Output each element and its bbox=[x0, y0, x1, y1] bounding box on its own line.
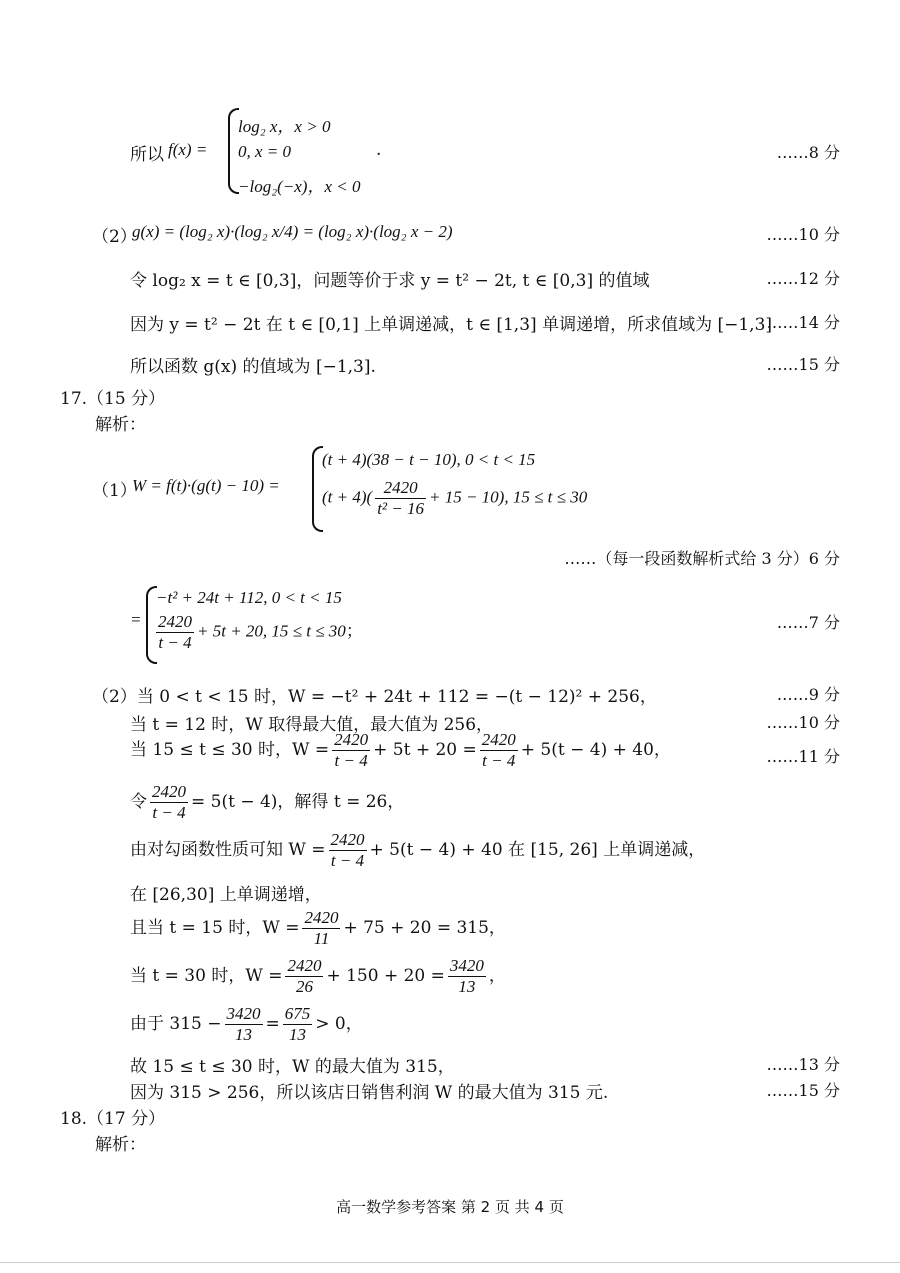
q16-line2-score: ……12 分 bbox=[766, 269, 840, 288]
q17-p2-l8-c: ， bbox=[488, 966, 506, 986]
q16-line3: 因为 y = t² − 2t 在 t ∈ [0,1] 上单调递减，t ∈ [1,3] 单调递增，所求值域为 [−1,3] bbox=[130, 315, 773, 335]
q17-p2-l10: 故 15 ≤ t ≤ 30 时，W 的最大值为 315， bbox=[130, 1057, 455, 1077]
q17-p2-l8 bbox=[130, 956, 506, 997]
header-period: . bbox=[376, 140, 382, 160]
q17-p2-l4-b: = 5(t − 4)，解得 t = 26， bbox=[191, 792, 405, 812]
q17-p2-l5 bbox=[130, 830, 705, 871]
q17-eq2-case2-b: + 5t + 20, 15 ≤ t ≤ 30 bbox=[197, 621, 346, 641]
page-footer: 高一数学参考答案 第 2 页 共 4 页 bbox=[336, 1198, 564, 1216]
q17-p2-l9 bbox=[130, 1004, 363, 1045]
q17-p2-l9-num2: 675 bbox=[284, 1004, 311, 1023]
q17-title: 17.（15 分） bbox=[60, 389, 166, 409]
q17-p2-l5-b: + 5(t − 4) + 40 在 [15, 26] 上单调递减， bbox=[369, 840, 706, 860]
q17-p2-l9-den1: 13 bbox=[235, 1025, 252, 1044]
q17-p2-l7-den: 11 bbox=[313, 929, 330, 948]
q17-p1-lhs: W = f(t)·(g(t) − 10) = bbox=[132, 476, 280, 495]
q18-title: 18.（17 分） bbox=[60, 1109, 166, 1129]
q17-p2-l3-a: 当 15 ≤ t ≤ 30 时，W = bbox=[130, 740, 330, 760]
q17-p2-l3-num1: 2420 bbox=[334, 730, 369, 749]
q17-p2-l2: 当 t = 12 时，W 取得最大值，最大值为 256， bbox=[130, 715, 494, 735]
q17-p2-l6: 在 [26,30] 上单调递增， bbox=[130, 885, 322, 905]
q17-p2-l7-num: 2420 bbox=[304, 908, 339, 927]
q17-p1-case2-b: + 15 − 10), 15 ≤ t ≤ 30 bbox=[428, 487, 588, 507]
q17-p1-label: （1） bbox=[92, 481, 137, 501]
q17-p2-l9-num1: 3420 bbox=[226, 1004, 261, 1023]
q17-p2-l1: （2）当 0 < t < 15 时，W = −t² + 24t + 112 = −(t − 12)² + 256， bbox=[92, 687, 657, 707]
q17-p2-l4-a: 令 bbox=[130, 792, 147, 812]
q17-eq2-case1: −t² + 24t + 112, 0 < t < 15 bbox=[156, 588, 342, 607]
q17-p2-l7-a: 且当 t = 15 时，W = bbox=[130, 918, 300, 938]
q17-p2-l3 bbox=[130, 730, 671, 771]
q17-p2-l7 bbox=[130, 908, 506, 949]
q17-p1-case2-num: 2420 bbox=[375, 478, 426, 499]
q17-p1-case2 bbox=[322, 478, 587, 519]
q17-p2-l11-score: ……15 分 bbox=[766, 1081, 840, 1100]
q17-p2-l3-b: + 5t + 20 = bbox=[373, 740, 477, 760]
q17-p2-l8-a: 当 t = 30 时，W = bbox=[130, 966, 283, 986]
q17-p2-l9-b: = bbox=[265, 1014, 280, 1034]
q17-p2-l9-den2: 13 bbox=[289, 1025, 306, 1044]
q18-jiexi: 解析： bbox=[95, 1135, 146, 1155]
header-score: ……8 分 bbox=[776, 143, 840, 162]
q17-p2-l8-num1: 2420 bbox=[287, 956, 322, 975]
q17-p2-l4-num: 2420 bbox=[152, 782, 186, 801]
q16-p2-expr: g(x) = (log₂ x)·(log₂ x/4) = (log₂ x)·(log₂ x − 2) bbox=[132, 222, 453, 241]
header-case-2: 0, x = 0 bbox=[238, 142, 292, 161]
q17-eq2-score: ……7 分 bbox=[776, 613, 840, 632]
q17-p2-l8-den2: 13 bbox=[458, 977, 476, 996]
q17-p2-l8-b: + 150 + 20 = bbox=[326, 966, 445, 986]
q17-p2-l9-a: 由于 315 − bbox=[130, 1014, 222, 1034]
q17-p2-l8-den1: 26 bbox=[295, 977, 313, 996]
q17-note: ……（每一段函数解析式给 3 分）6 分 bbox=[564, 549, 840, 568]
q17-p1-case2-den: t² − 16 bbox=[377, 499, 424, 518]
q17-p2-l3-c: + 5(t − 4) + 40， bbox=[520, 740, 671, 760]
q16-line4-score: ……15 分 bbox=[766, 355, 840, 374]
q17-p2-l3-num2: 2420 bbox=[481, 730, 516, 749]
q17-p2-l3-den2: t − 4 bbox=[482, 751, 516, 770]
q17-jiexi: 解析： bbox=[95, 415, 146, 435]
header-case-1: log₂ x，x > 0 bbox=[238, 117, 331, 136]
q17-eq2-equals: = bbox=[130, 610, 142, 629]
q16-line4: 所以函数 g(x) 的值域为 [−1,3]. bbox=[130, 357, 376, 377]
q17-p2-l10-score: ……13 分 bbox=[766, 1055, 840, 1074]
q17-eq2-den: t − 4 bbox=[158, 633, 192, 652]
q17-p2-l3-score: ……11 分 bbox=[766, 747, 840, 766]
q17-p2-l4-den: t − 4 bbox=[152, 803, 186, 822]
header-prefix: 所以 bbox=[130, 145, 164, 165]
q17-p2-l11: 因为 315 > 256，所以该店日销售利润 W 的最大值为 315 元. bbox=[130, 1083, 609, 1103]
q17-p2-l3-den1: t − 4 bbox=[334, 751, 368, 770]
q17-p2-l4 bbox=[130, 782, 404, 823]
q17-p1-case1: (t + 4)(38 − t − 10), 0 < t < 15 bbox=[322, 450, 536, 469]
q17-p2-l5-den: t − 4 bbox=[330, 851, 365, 870]
q17-p1-case2-a: (t + 4)( bbox=[322, 487, 373, 507]
q16-line3-score: ……14 分 bbox=[766, 313, 840, 332]
q17-p2-l8-num2: 3420 bbox=[449, 956, 484, 975]
q17-eq2-case2: $\frac{2420}{t - 4}$ + 5t + 20, 15 ≤ t ≤ 30； bbox=[158, 612, 363, 652]
q17-p2-l5-a: 由对勾函数性质可知 W = bbox=[130, 840, 326, 860]
q17-p2-l2-score: ……10 分 bbox=[766, 713, 840, 732]
q16-p2-label: （2） bbox=[92, 227, 137, 247]
q17-eq2-num: 2420 bbox=[158, 612, 192, 631]
q17-p2-l1-score: ……9 分 bbox=[776, 685, 840, 704]
q16-line2: 令 log₂ x = t ∈ [0,3]，问题等价于求 y = t² − 2t, t ∈ [0,3] 的值域 bbox=[130, 271, 650, 291]
q16-p2-score: ……10 分 bbox=[766, 225, 840, 244]
q17-p2-l7-b: + 75 + 20 = 315， bbox=[343, 918, 506, 938]
header-f: f(x) = bbox=[168, 140, 208, 159]
q17-p2-l9-c: > 0， bbox=[315, 1014, 363, 1034]
header-case-3: −log₂(−x)，x < 0 bbox=[238, 177, 361, 196]
bottom-rule bbox=[0, 1262, 900, 1263]
q17-p2-l5-num: 2420 bbox=[330, 830, 365, 849]
